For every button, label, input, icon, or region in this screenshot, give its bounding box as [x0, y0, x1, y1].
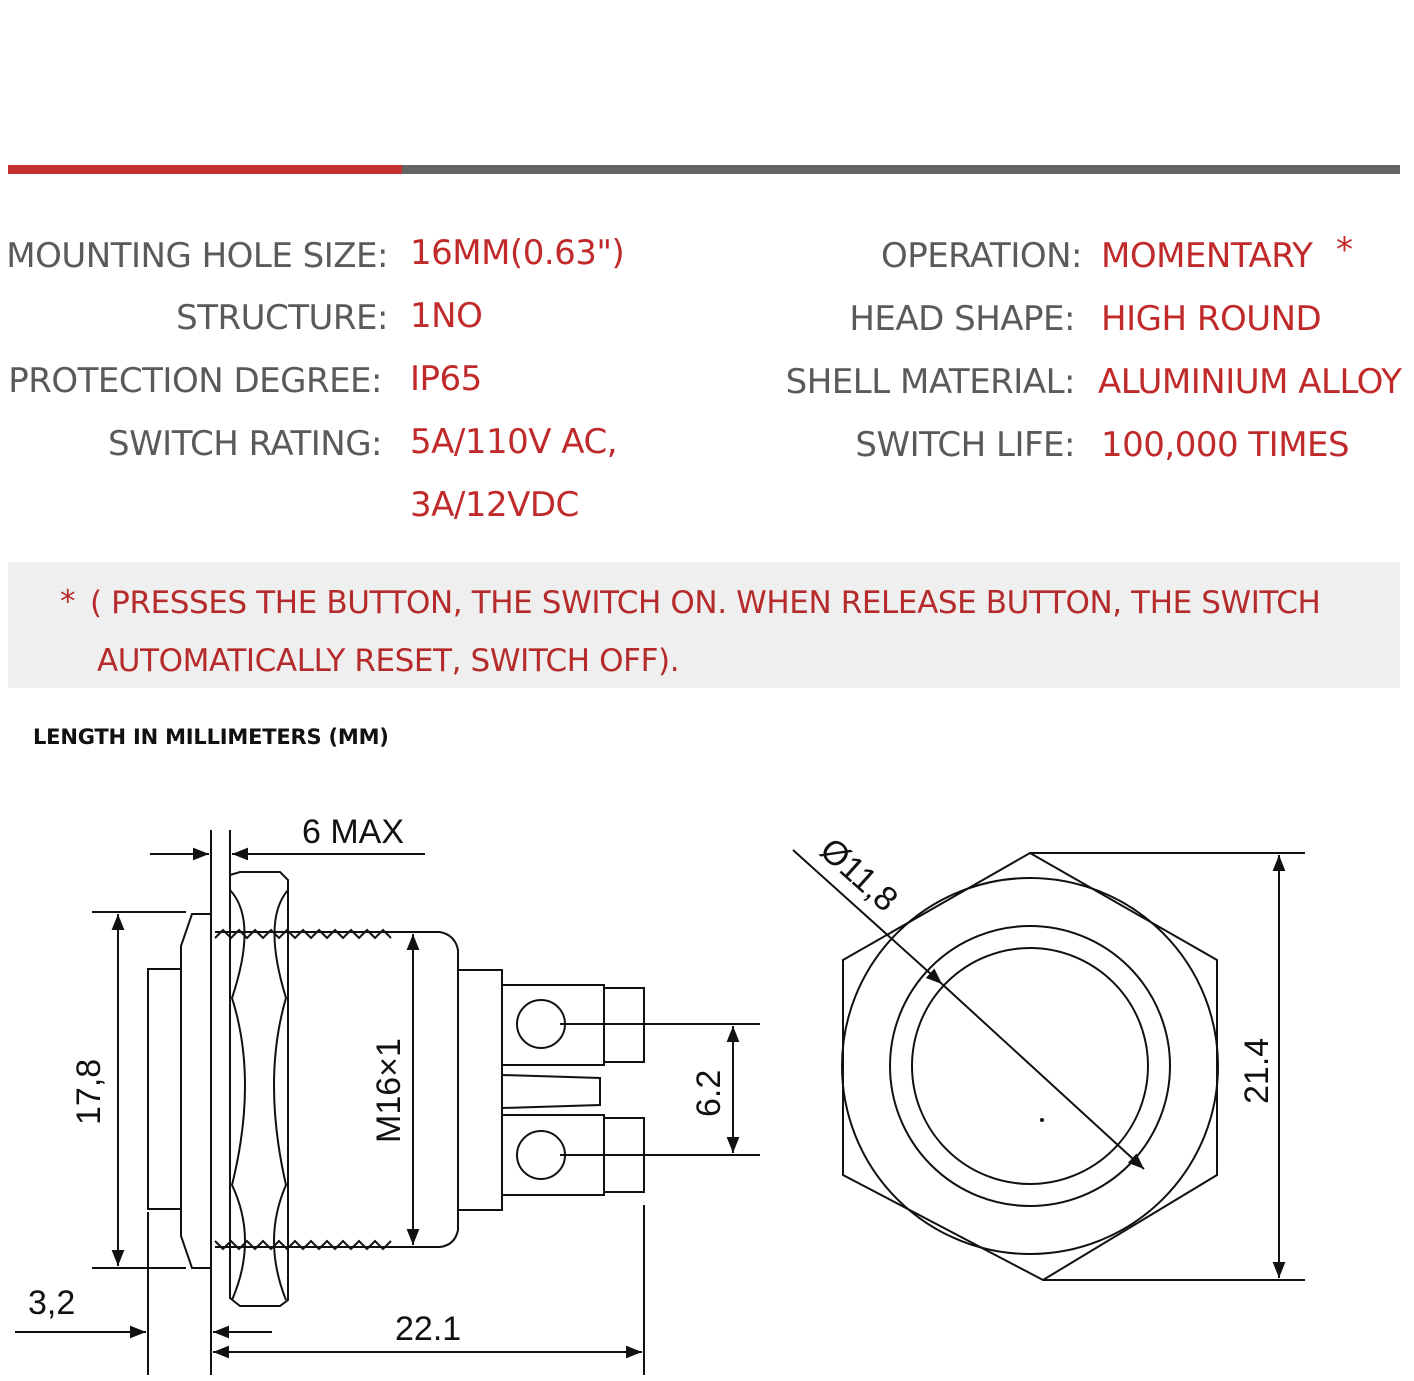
bezel [181, 914, 211, 1268]
spec-value-operation: MOMENTARY [1101, 236, 1313, 276]
button-face [912, 948, 1148, 1184]
base-block [458, 970, 502, 1210]
dim-diameter-label: Ø11,8 [812, 830, 906, 920]
spec-value-rating-line2: 3A/12VDC [410, 485, 579, 525]
button-cap [148, 969, 181, 1209]
dim-3-2-label: 3,2 [28, 1284, 76, 1322]
note-line1: ( PRESSES THE BUTTON, THE SWITCH ON. WHEN RELEASE BUTTON, THE SWITCH [90, 585, 1321, 621]
spec-label-protection: PROTECTION DEGREE: [8, 361, 382, 401]
hex-nut-outline [843, 853, 1217, 1280]
dim-6-2-label: 6.2 [690, 1069, 728, 1117]
spec-operation-marker: * [1336, 230, 1353, 270]
dim-6max-label: 6 MAX [302, 813, 405, 851]
center-dot [1041, 1119, 1043, 1121]
nut-curve-right [274, 890, 288, 1300]
spec-value-shell-material: ALUMINIUM ALLOY [1098, 362, 1402, 402]
terminal-top-hole [517, 1000, 565, 1048]
outer-ring [842, 878, 1218, 1254]
spec-value-protection: IP65 [410, 359, 482, 399]
note-marker: * [60, 584, 76, 620]
spec-value-structure: 1NO [410, 296, 483, 336]
spec-value-rating-line1: 5A/110V AC, [410, 422, 618, 462]
diagram-caption: LENGTH IN MILLIMETERS (MM) [33, 725, 389, 749]
spec-label-operation: OPERATION: [880, 236, 1082, 276]
terminal-center [502, 1075, 600, 1108]
terminal-bottom-hole [517, 1131, 565, 1179]
spec-label-mounting-hole: MOUNTING HOLE SIZE: [6, 236, 388, 276]
dim-21-4-label: 21.4 [1238, 1037, 1276, 1104]
ring-middle [890, 926, 1170, 1206]
note-line2: AUTOMATICALLY RESET, SWITCH OFF). [97, 643, 680, 679]
dim-17-8-label: 17,8 [70, 1058, 108, 1125]
header-bar-red [8, 165, 402, 174]
spec-value-mounting-hole: 16MM(0.63") [410, 233, 625, 273]
thread-top [215, 930, 391, 938]
technical-drawing [0, 790, 1414, 1381]
spec-label-switch-life: SWITCH LIFE: [855, 425, 1075, 465]
nut-curve-left [230, 890, 245, 1300]
spec-label-structure: STRUCTURE: [176, 298, 388, 338]
spec-value-head-shape: HIGH ROUND [1101, 299, 1322, 339]
thread-bottom [215, 1241, 391, 1249]
spec-value-switch-life: 100,000 TIMES [1101, 425, 1350, 465]
header-bar-gray [402, 165, 1400, 174]
dim-22-1-label: 22.1 [395, 1310, 462, 1348]
spec-label-head-shape: HEAD SHAPE: [849, 299, 1075, 339]
spec-label-shell-material: SHELL MATERIAL: [785, 362, 1075, 402]
dim-m16-label: M16×1 [370, 1038, 408, 1143]
spec-label-rating: SWITCH RATING: [107, 424, 382, 464]
